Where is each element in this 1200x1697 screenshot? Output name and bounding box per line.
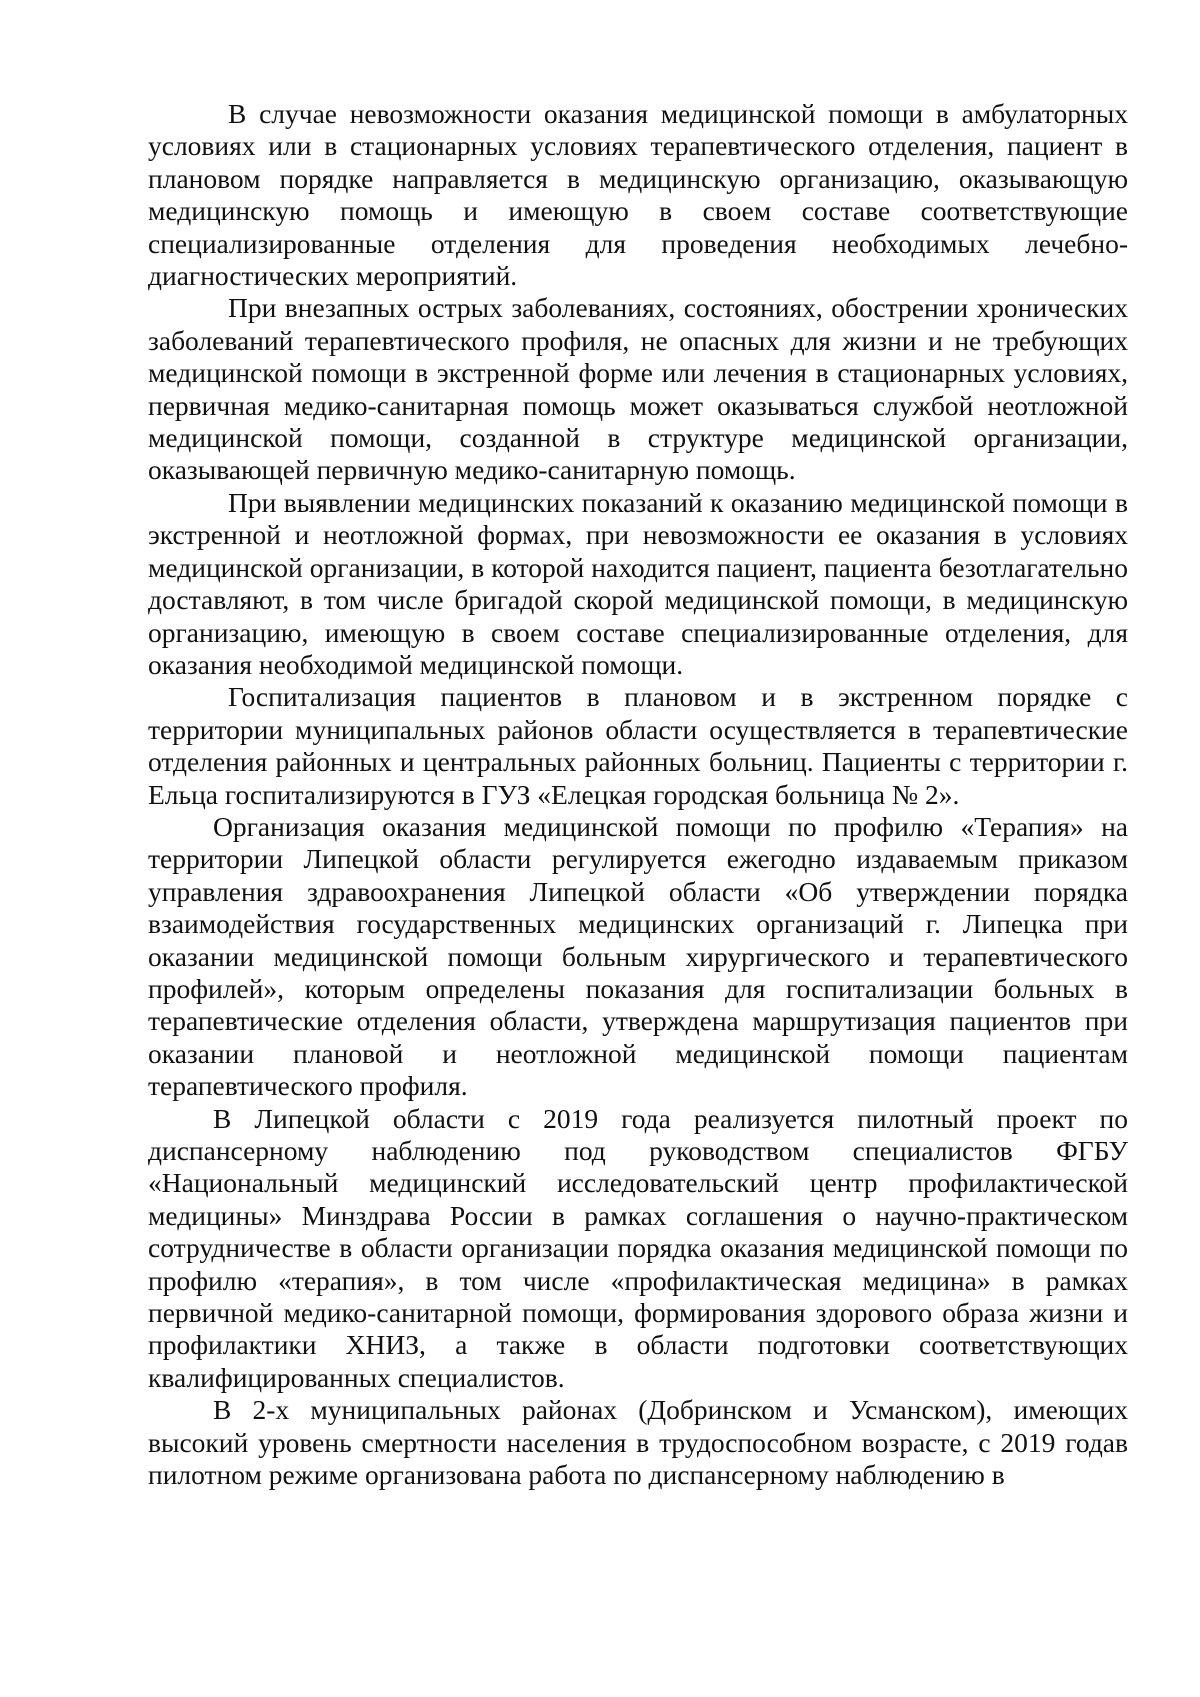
paragraph-6: В Липецкой области с 2019 года реализуется пилотный проект по диспансерному наблюдению под руководством специалистов ФГБУ «Национальный медицинский исследовательский центр профилактической медицины» Минздрава России в рамках соглашения о научно-практическом сотрудничестве в области организации порядка оказания медицинской помощи по профилю «терапия», в том числе «профилактическая медицина» в рамках первичной медико-санитарной помощи, формирования здорового образа жизни и профилактики ХНИЗ, а также в области подготовки соответствующих квалифицированных специалистов. xyxy=(148,1102,1128,1393)
paragraph-3: При выявлении медицинских показаний к оказанию медицинской помощи в экстренной и неотложной формах, при невозможности ее оказания в условиях медицинской организации, в которой находится пациент, пациента безотлагательно доставляют, в том числе бригадой скорой медицинской помощи, в медицинскую организацию, имеющую в своем составе специализированные отделения, для оказания необходимой медицинской помощи. xyxy=(148,486,1128,680)
paragraph-7: В 2-х муниципальных районах (Добринском и Усманском), имеющих высокий уровень смертности населения в трудоспособном возрасте, с 2019 годав пилотном режиме организована работа по диспансерному наблюдению в xyxy=(148,1394,1128,1491)
paragraph-1: В случае невозможности оказания медицинской помощи в амбулаторных условиях или в стационарных условиях терапевтического отделения, пациент в плановом порядке направляется в медицинскую организацию, оказывающую медицинскую помощь и имеющую в своем составе соответствующие специализированные отделения для проведения необходимых лечебно-диагностических мероприятий. xyxy=(148,98,1128,292)
document-page xyxy=(148,98,1128,1491)
paragraph-4: Госпитализация пациентов в плановом и в экстренном порядке с территории муниципальных районов области осуществляется в терапевтические отделения районных и центральных районных больниц. Пациенты с территории г. Ельца госпитализируются в ГУЗ «Елецкая городская больница № 2». xyxy=(148,681,1128,810)
paragraph-5: Организация оказания медицинской помощи по профилю «Терапия» на территории Липецкой области регулируется ежегодно издаваемым приказом управления здравоохранения Липецкой области «Об утверждении порядка взаимодействия государственных медицинских организаций г. Липецка при оказании медицинской помощи больным хирургического и терапевтического профилей», которым определены показания для госпитализации больных в терапевтические отделения области, утверждена маршрутизация пациентов при оказании плановой и неотложной медицинской помощи пациентам терапевтического профиля. xyxy=(148,810,1128,1102)
paragraph-2: При внезапных острых заболеваниях, состояниях, обострении хронических заболеваний терапевтического профиля, не опасных для жизни и не требующих медицинской помощи в экстренной форме или лечения в стационарных условиях, первичная медико-санитарная помощь может оказываться службой неотложной медицинской помощи, созданной в структуре медицинской организации, оказывающей первичную медико-санитарную помощь. xyxy=(148,292,1128,486)
